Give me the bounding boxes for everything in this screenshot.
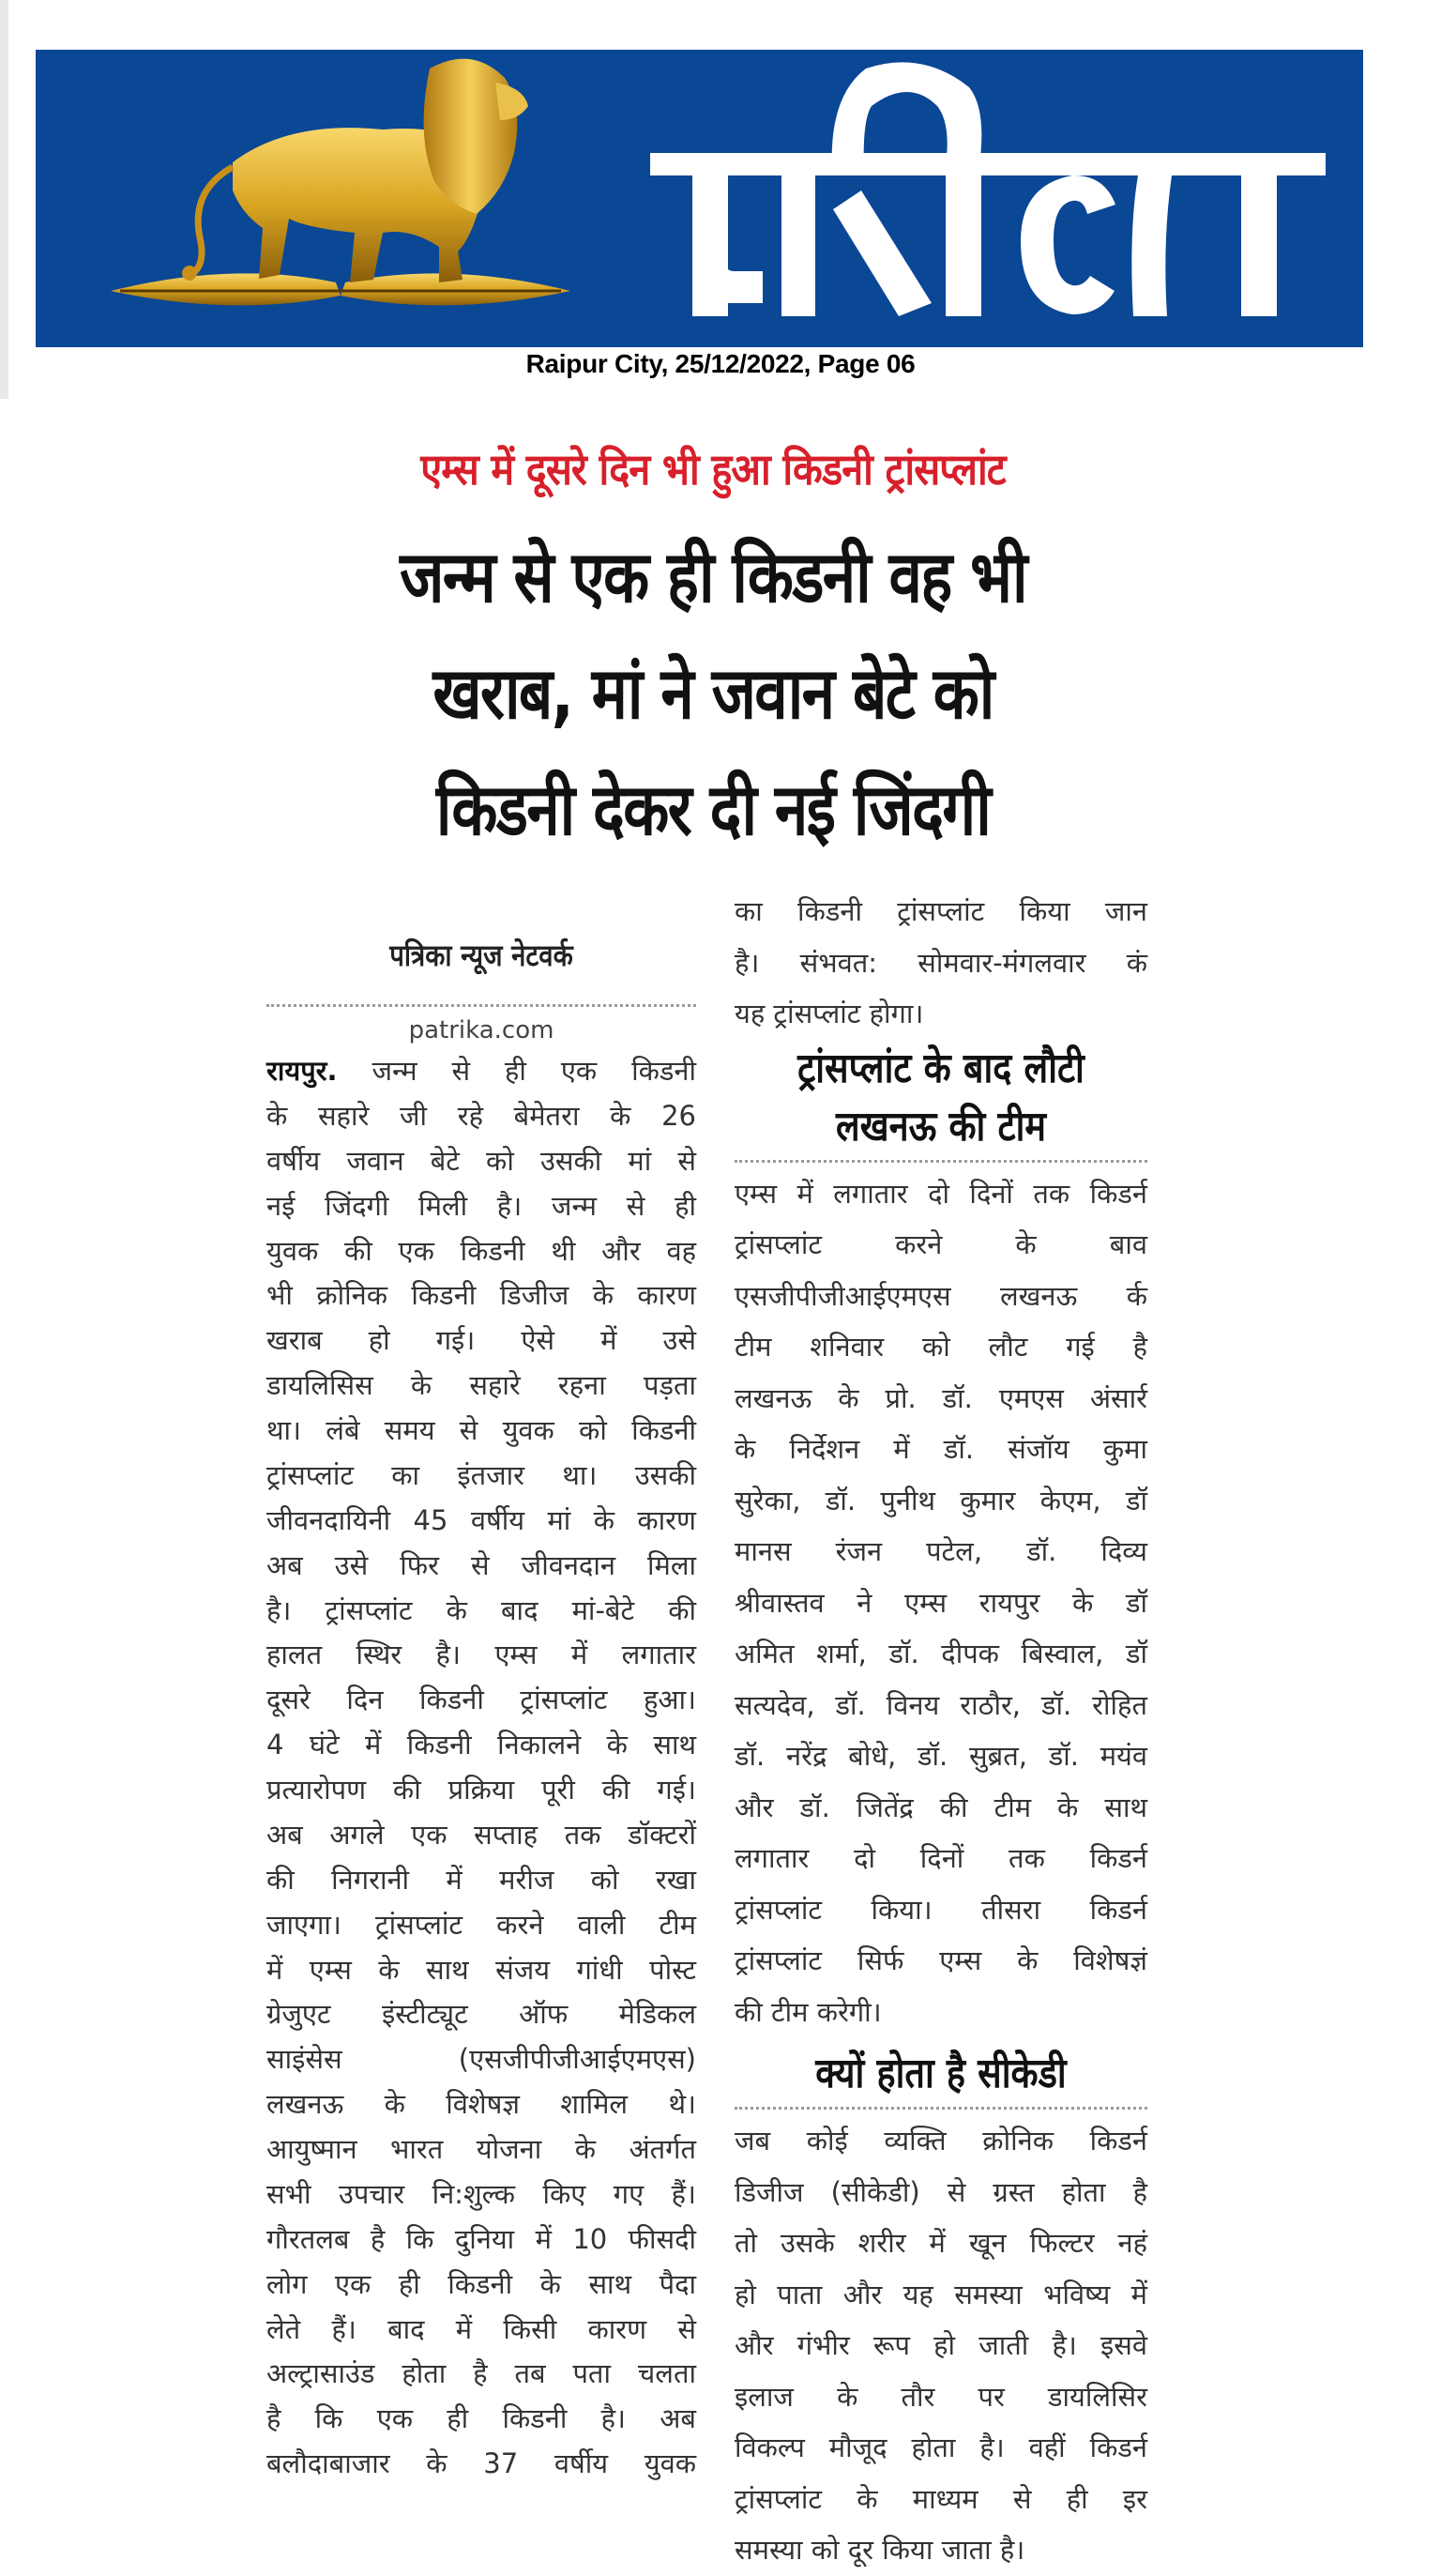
article-text-line: के निर्देशन में डॉ. संजॉय कुमा (735, 1433, 1147, 1465)
article-text-line: गौरतलब है कि दुनिया में 10 फीसदी (266, 2222, 696, 2255)
subheading: लखनऊ की टीम (835, 1102, 1047, 1151)
article-text-line: डायलिसिस के सहारे रहना पड़ता (266, 1369, 696, 1402)
article-text-line: ट्रांसप्लांट के माध्यम से ही इर (735, 2482, 1147, 2515)
article-text-line: युवक की एक किडनी थी और वह (266, 1234, 696, 1267)
patrika-logo (631, 50, 1344, 341)
byline-divider (266, 1004, 696, 1007)
subheading-divider (735, 2107, 1147, 2110)
article-text-line: साइंसेस (एसजीपीजीआईएमएस) (266, 2043, 696, 2076)
byline: पत्रिका न्यूज नेटवर्क (389, 937, 573, 973)
article-text-line: है। ट्रांसप्लांट के बाद मां-बेटे की (266, 1593, 696, 1626)
article-text-line: जीवनदायिनी 45 वर्षीय मां के कारण (266, 1503, 696, 1536)
article-text-line: दूसरे दिन किडनी ट्रांसप्लांट हुआ। (266, 1684, 696, 1716)
headline-line: किडनी देकर दी नई जिंदगी (435, 768, 991, 851)
article-text-line: सभी उपचार नि:शुल्क किए गए हैं। (266, 2177, 696, 2210)
masthead-banner (36, 50, 1363, 347)
article-text-line: था। लंबे समय से युवक को किडनी (266, 1414, 696, 1446)
article-text-line: 4 घंटे में किडनी निकालने के साथ (266, 1729, 696, 1761)
article-text-line: विकल्प मौजूद होता है। वहीं किडर्न (735, 2431, 1147, 2463)
article-text-line: एसजीपीजीआईएमएस लखनऊ र्क (735, 1279, 1147, 1312)
article-text-line: की निगरानी में मरीज को रखा (266, 1863, 696, 1896)
article-text-line (266, 1049, 696, 1094)
article-text-line: की टीम करेगी। (735, 1995, 882, 2028)
article-text-line: समस्या को दूर किया जाता है। (735, 2534, 1025, 2566)
article-text-line: ट्रांसप्लांट किया। तीसरा किडर्न (735, 1893, 1147, 1926)
article-text-line: सुरेका, डॉ. पुनीथ कुमार केएम, डॉ (735, 1484, 1147, 1517)
viewer-edge-bar (0, 0, 8, 399)
article-text-line: खराब हो गई। ऐसे में उसे (266, 1324, 696, 1357)
headline-line: खराब, मां ने जवान बेटे को (432, 651, 994, 735)
article-text-line: अल्ट्रासाउंड होता है तब पता चलता (266, 2357, 696, 2390)
article-text-line: है कि एक ही किडनी है। अब (266, 2402, 696, 2435)
article-text-line: बलौदाबाजार के 37 वर्षीय युवक (266, 2447, 696, 2480)
article-headline (319, 519, 1107, 868)
article-text-line: ट्रांसप्लांट का इंतजार था। उसकी (266, 1458, 696, 1491)
subheading-divider (735, 1160, 1147, 1163)
article-text-line: में एम्स के साथ संजय गांधी पोस्ट (266, 1953, 696, 1986)
article-text-line: लखनऊ के विशेषज्ञ शामिल थे। (266, 2088, 696, 2121)
article-text-line: यह ट्रांसप्लांट होगा। (735, 998, 924, 1029)
dateline-city: रायपुर. (266, 1055, 338, 1087)
article-text-line: वर्षीय जवान बेटे को उसकी मां से (266, 1144, 696, 1177)
article-text-line: है। संभवत: सोमवार-मंगलवार कं (735, 946, 1147, 979)
left-column (266, 1049, 696, 2534)
article-text-line: भी क्रोनिक किडनी डिजीज के कारण (266, 1279, 696, 1312)
article-text: जन्म से ही एक किडनी (372, 1055, 697, 1087)
article-text-line: के सहारे जी रहे बेमेतरा के 26 (266, 1099, 696, 1132)
article-text-line: लगातार दो दिनों तक किडर्न (735, 1842, 1147, 1874)
right-column (735, 886, 1147, 2566)
article-text-line: और डॉ. जितेंद्र की टीम के साथ (735, 1791, 1147, 1823)
article-text-line: नई जिंदगी मिली है। जन्म से ही (266, 1189, 696, 1222)
headline-line: जन्म से एक ही किडनी वह भी (400, 535, 1026, 618)
article-text-line: अब अगले एक सप्ताह तक डॉक्टरों (266, 1818, 696, 1851)
article-text-line: डिजीज (सीकेडी) से ग्रस्त होता है (735, 2175, 1147, 2208)
article-text-line: लेते हैं। बाद में किसी कारण से (266, 2312, 696, 2345)
edition-dateline: Raipur City, 25/12/2022, Page 06 (525, 349, 916, 378)
article-text-line: मानस रंजन पटेल, डॉ. दिव्य (735, 1535, 1147, 1567)
article-text-line: ट्रांसप्लांट करने के बाव (735, 1228, 1147, 1260)
article-text-line: इलाज के तौर पर डायलिसिर (735, 2380, 1147, 2413)
article-text-line: टीम शनिवार को लौट गई है (735, 1331, 1147, 1363)
article-text-line: श्रीवास्तव ने एम्स रायपुर के डॉ (735, 1586, 1147, 1619)
article-text-line: तो उसके शरीर में खून फिल्टर नहं (735, 2227, 1147, 2259)
article-text-line: हालत स्थिर है। एम्स में लगातार (266, 1639, 696, 1671)
article-text-line: अमित शर्मा, डॉ. दीपक बिस्वाल, डॉ (735, 1638, 1147, 1669)
article-text-line: ट्रांसप्लांट सिर्फ एम्स के विशेषज्ञं (735, 1944, 1147, 1976)
article-text-line: लखनऊ के प्रो. डॉ. एमएस अंसार्र (735, 1381, 1147, 1414)
byline-website: patrika.com (408, 1016, 554, 1044)
lion-emblem-icon (101, 50, 589, 336)
article-text-line: एम्स में लगातार दो दिनों तक किडर्न (735, 1177, 1147, 1210)
article-text-line: और गंभीर रूप हो जाती है। इसवे (735, 2329, 1147, 2361)
subheading: क्यों होता है सीकेडी (815, 2050, 1067, 2097)
article-text-line: जाएगा। ट्रांसप्लांट करने वाली टीम (266, 1908, 696, 1941)
article-text-line: डॉ. नरेंद्र बोधे, डॉ. सुब्रत, डॉ. मयंव (735, 1740, 1147, 1772)
article-text-line: लोग एक ही किडनी के साथ पैदा (266, 2267, 696, 2300)
article-text-line: अब उसे फिर से जीवनदान मिला (266, 1548, 696, 1581)
article-text-line: जब कोई व्यक्ति क्रोनिक किडर्न (735, 2125, 1147, 2157)
article-text-line: प्रत्यारोपण की प्रक्रिया पूरी की गई। (266, 1774, 696, 1806)
article-text-line: हो पाता और यह समस्या भविष्य में (735, 2278, 1147, 2310)
article-text-line: ग्रेजुएट इंस्टीट्यूट ऑफ मेडिकल (266, 1998, 696, 2031)
article-text-line: आयुष्मान भारत योजना के अंतर्गत (266, 2133, 696, 2165)
article-kicker: एम्स में दूसरे दिन भी हुआ किडनी ट्रांसप्लांट (420, 444, 1006, 495)
article-text-line: सत्यदेव, डॉ. विनय राठौर, डॉ. रोहित (735, 1688, 1147, 1721)
article-text-line: का किडनी ट्रांसप्लांट किया जान (735, 895, 1147, 927)
subheading: ट्रांसप्लांट के बाद लौटी (797, 1044, 1085, 1092)
